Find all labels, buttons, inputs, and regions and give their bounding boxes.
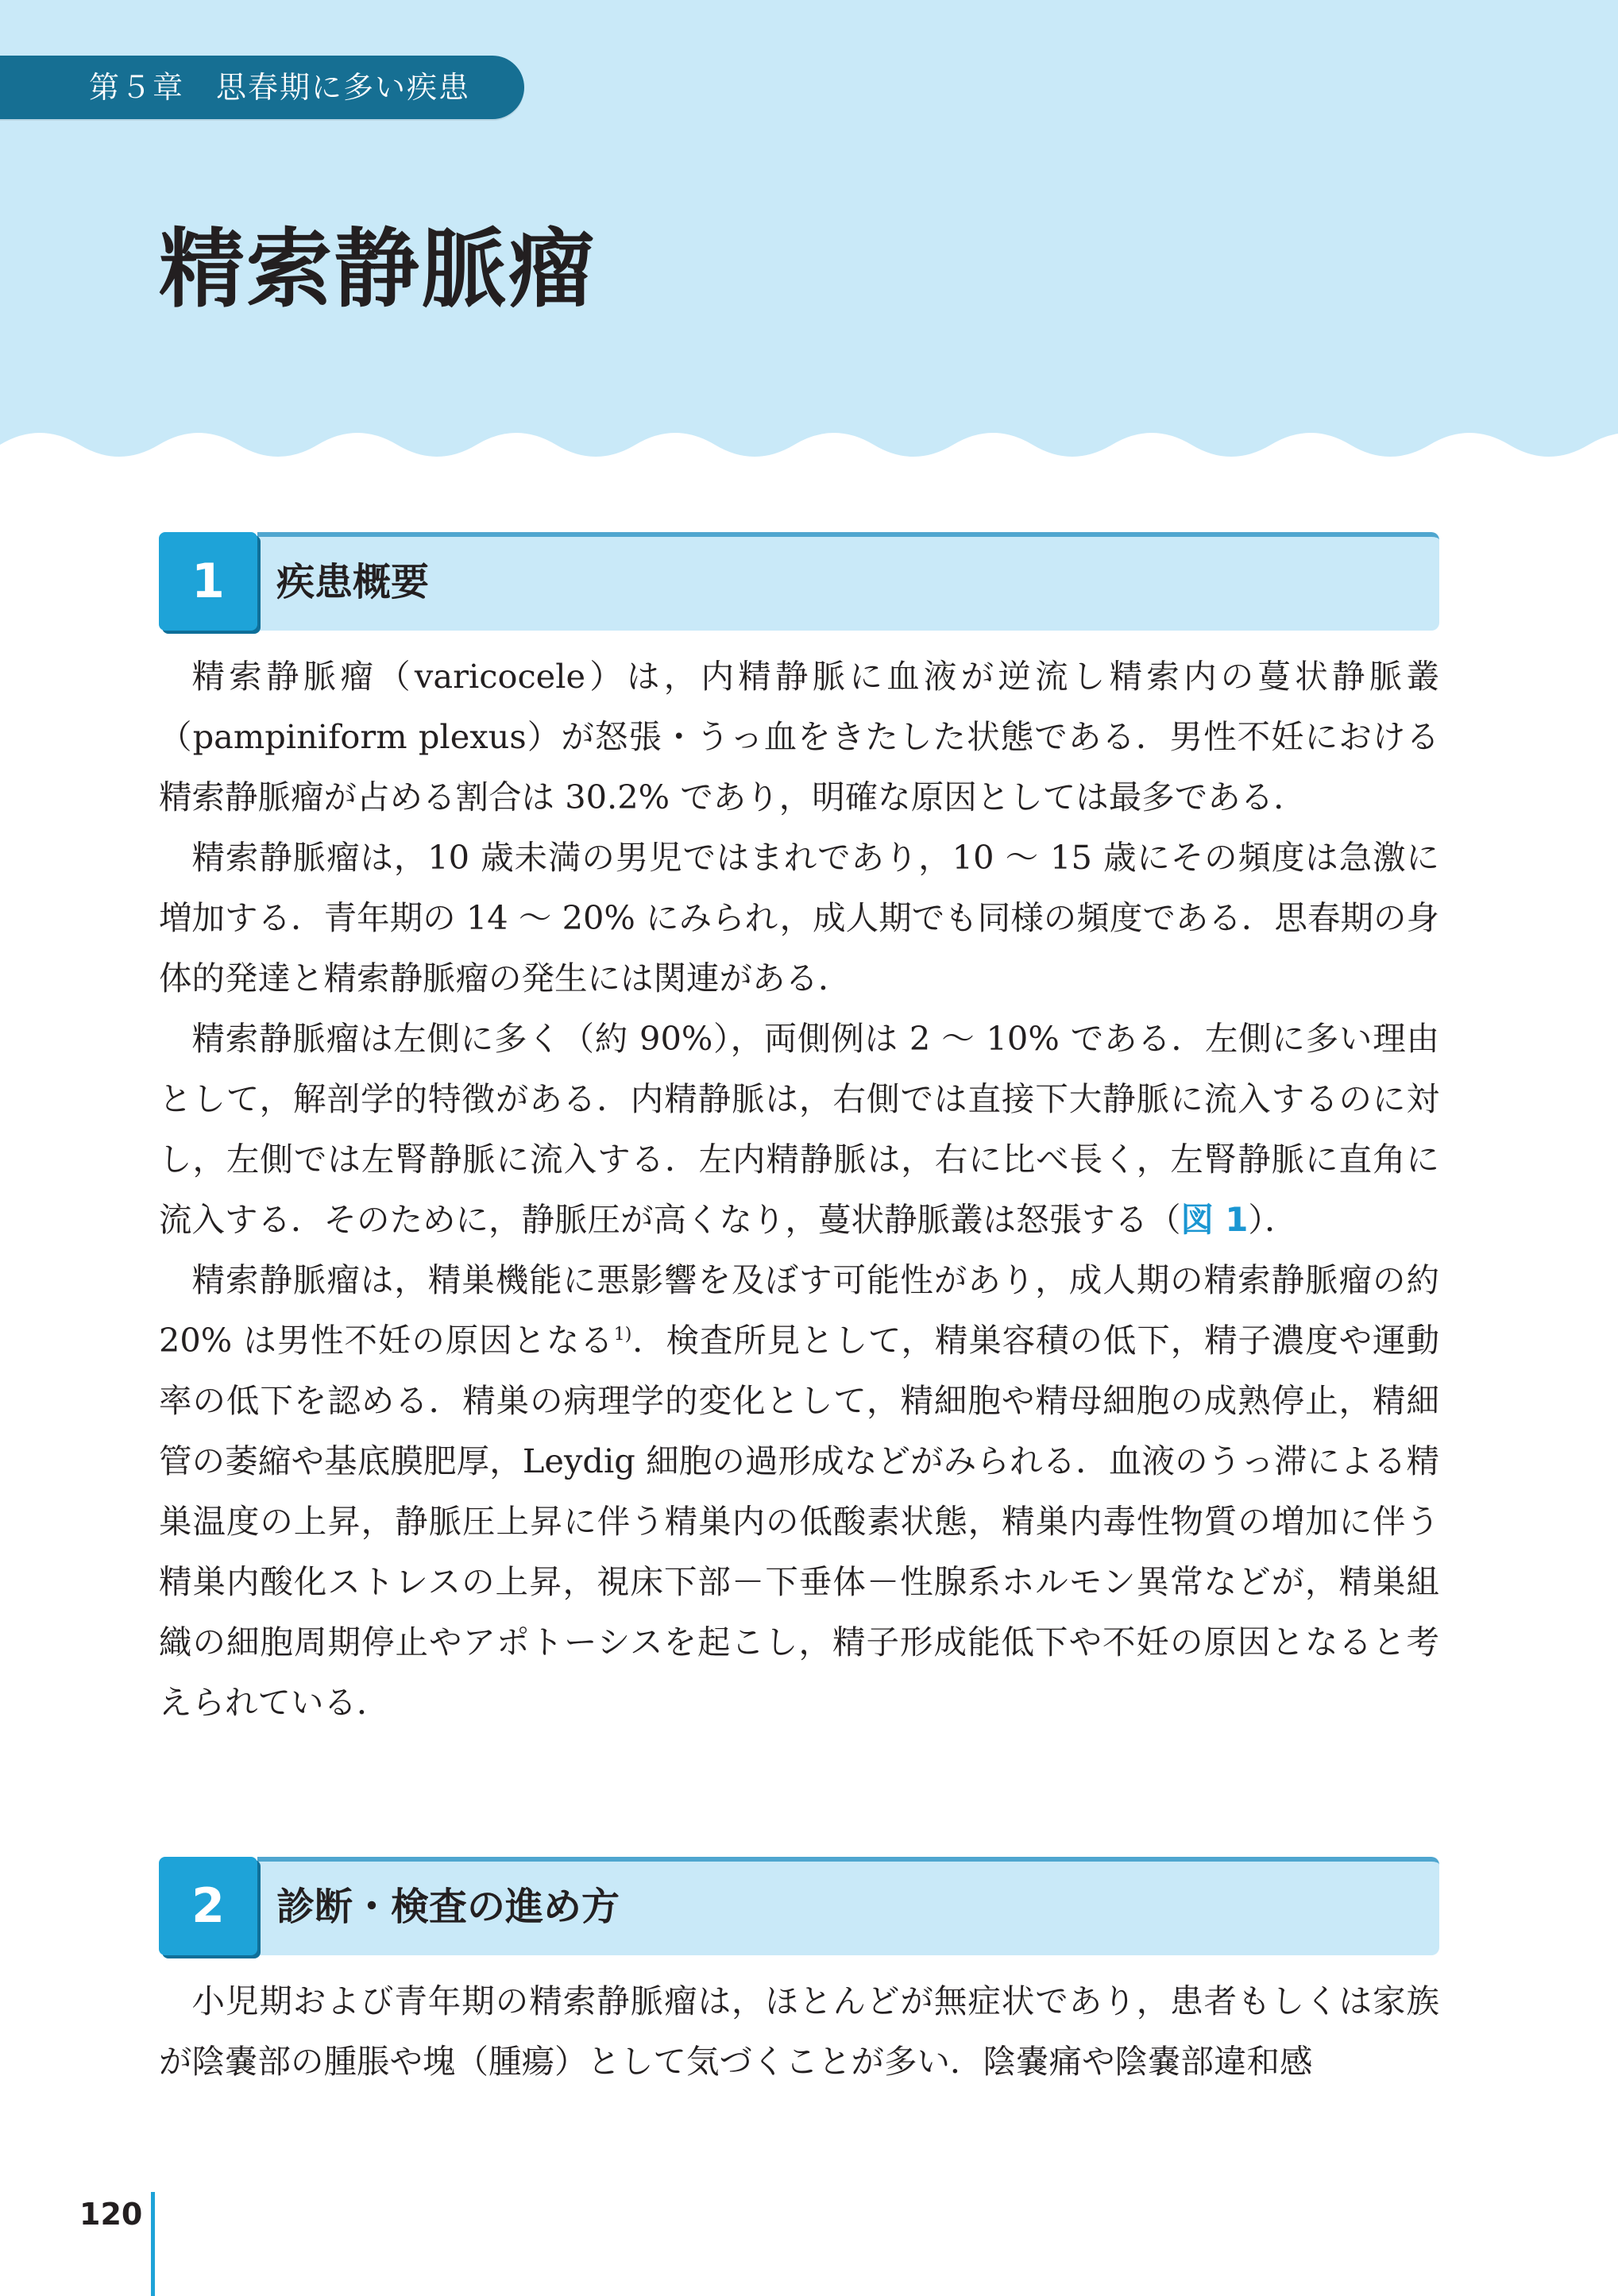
page-number: 120 <box>79 2197 143 2232</box>
section-1-title: 疾患概要 <box>276 560 430 604</box>
header-wave-edge <box>0 421 1618 469</box>
figure-1-link[interactable]: 図 1 <box>1180 1200 1249 1239</box>
section-1-bar <box>257 532 1439 631</box>
section-2-number: 2 <box>159 1857 257 1955</box>
section-1-heading <box>159 532 1439 635</box>
paragraph <box>159 1009 1439 1250</box>
paragraph: 小児期および青年期の精索静脈瘤は，ほとんどが無症状であり，患者もしくは家族が陰嚢部の腫脹や塊（腫瘍）として気づくことが多い．陰嚢痛や陰嚢部違和感 <box>159 1982 1439 2081</box>
section-2-body <box>159 1971 1439 2092</box>
paragraph <box>159 1250 1439 1733</box>
paragraph-text: 精索静脈瘤は左側に多く（約 90%），両側例は 2 ～ 10% である．左側に多い理由として，解剖学的特徴がある．内精静脈は，右側では直接下大静脈に流入するのに対し，左側では左腎静脈に流入する．左内精静脈は，右に比べ長く，左腎静脈に直角に流入する．そのために，静脈圧が高くなり，蔓状静脈叢は怒張する <box>159 1019 1439 1239</box>
section-1-number: 1 <box>159 532 257 631</box>
section-2-title: 診断・検査の進め方 <box>276 1885 620 1929</box>
page-title: 精索静脈瘤 <box>159 220 597 319</box>
paragraph-text: 精索静脈瘤は，精巣機能に悪影響を及ぼす可能性があり，成人期の精索静脈瘤の約 20% は男性不妊の原因となる <box>159 1260 1439 1360</box>
page-number-rule <box>151 2192 155 2296</box>
paren-open: （ <box>1148 1200 1181 1239</box>
citation-1-link[interactable]: 1) <box>613 1325 632 1345</box>
paragraph: 精索静脈瘤は，10 歳未満の男児ではまれであり，10 ～ 15 歳にその頻度は急激に増加する．青年期の 14 ～ 20% にみられ，成人期でも同様の頻度である．思春期の身体的発達と精索静脈瘤の発生には関連がある． <box>159 838 1439 998</box>
section-1-body <box>159 646 1439 1733</box>
paragraph: 精索静脈瘤（varicocele）は，内精静脈に血液が逆流し精索内の蔓状静脈叢（pampiniform plexus）が怒張・うっ血をきたした状態である．男性不妊における精索静脈瘤が占める割合は 30.2% であり，明確な原因としては最多である． <box>159 657 1439 816</box>
paren-close: ）． <box>1248 1200 1298 1239</box>
paragraph-text: ．検査所見として，精巣容積の低下，精子濃度や運動率の低下を認める．精巣の病理学的変化として，精細胞や精母細胞の成熟停止，精細管の萎縮や基底膜肥厚，Leydig 細胞の過形成などがみられる．血液のうっ滞による精巣温度の上昇，静脈圧上昇に伴う精巣内の低酸素状態，精巣内毒性物質の増加に伴う精巣内酸化ストレスの上昇，視床下部－下垂体－性腺系ホルモン異常などが，精巣組織の細胞周期停止やアポトーシスを起こし，精子形成能低下や不妊の原因となると考えられている． <box>159 1321 1439 1722</box>
chapter-label: 第５章 思春期に多い疾患 <box>89 70 471 105</box>
section-2-heading <box>159 1857 1439 1960</box>
